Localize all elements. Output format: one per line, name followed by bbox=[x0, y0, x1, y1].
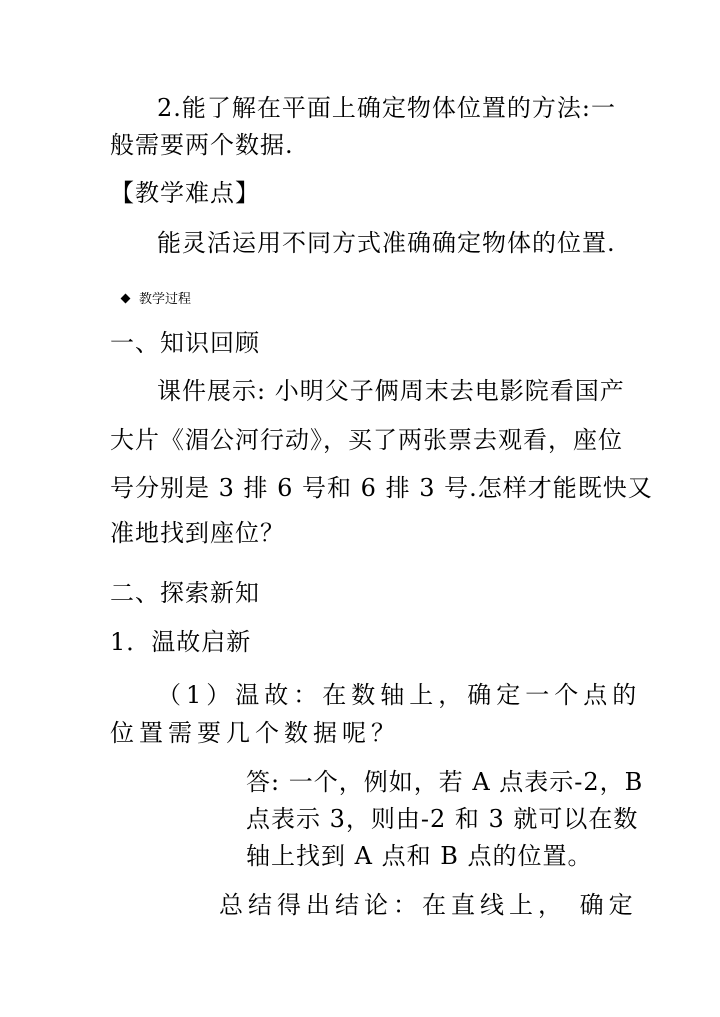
review-paragraph-line-1: 课件展示: 小明父子俩周末去电影院看国产 bbox=[157, 377, 625, 405]
process-heading-label: 教学过程 bbox=[139, 292, 192, 307]
review-paragraph-line-4: 准地找到座位？ bbox=[110, 519, 285, 547]
goal-2-line-1: 2.能了解在平面上确定物体位置的方法:一 bbox=[157, 94, 616, 122]
answer-line-1: 答: 一个，例如，若 A 点表示-2，B bbox=[246, 768, 644, 796]
review-paragraph-line-3: 号分别是 3 排 6 号和 6 排 3 号.怎样才能既快又 bbox=[110, 474, 653, 502]
section-2-heading: 二、探索新知 bbox=[110, 579, 260, 607]
answer-line-2: 点表示 3，则由-2 和 3 就可以在数 bbox=[246, 805, 639, 833]
conclusion-line: 总结得出结论：在直线上， 确定 bbox=[219, 891, 638, 919]
answer-line-3: 轴上找到 A 点和 B 点的位置。 bbox=[246, 842, 593, 870]
diamond-bullet-icon bbox=[121, 294, 131, 304]
question-line-1: （1）温故：在数轴上，确定一个点的 bbox=[157, 681, 642, 709]
subsection-1-heading: 1．温故启新 bbox=[110, 628, 252, 656]
difficulty-heading: 【教学难点】 bbox=[110, 179, 260, 207]
review-paragraph-line-2: 大片《湄公河行动》，买了两张票去观看，座位 bbox=[110, 426, 623, 454]
section-1-heading: 一、知识回顾 bbox=[110, 329, 260, 357]
difficulty-text: 能灵活运用不同方式准确确定物体的位置. bbox=[157, 229, 616, 257]
process-heading bbox=[122, 292, 191, 308]
goal-2-line-2: 般需要两个数据. bbox=[110, 131, 294, 159]
question-line-2: 位置需要几个数据呢？ bbox=[110, 719, 400, 747]
